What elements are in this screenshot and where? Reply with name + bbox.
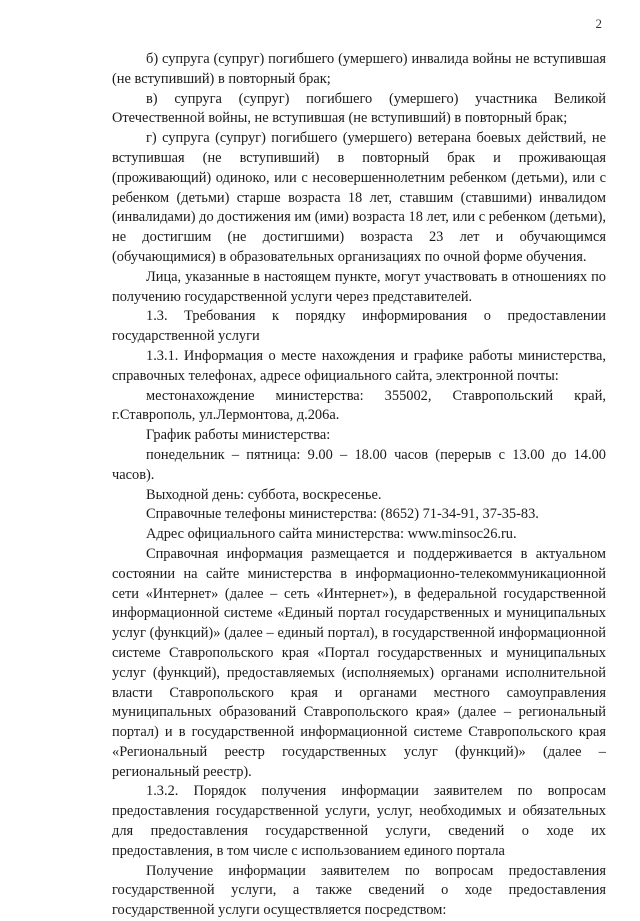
section-heading-1-3-2: 1.3.2. Порядок получения информации заявителем по вопросам предоставления государственной услуги, услуг, необходимых и обязательных для предоставления государственной услуги, сведений о ходе их предоставления, в том числе с использованием единого портала xyxy=(112,783,606,859)
reference-phones: Справочные телефоны министерства: (8652) 71-34-91, 37-35-83. xyxy=(146,506,539,523)
paragraph-v-spouse-ww2-participant: в) супруга (супруг) погибшего (умершего) участника Великой Отечественной войны, не вступившая (не вступивший) в повторный брак; xyxy=(112,90,606,127)
schedule-heading: График работы министерства: xyxy=(146,427,331,444)
reference-info-paragraph: Справочная информация размещается и поддерживается в актуальном состоянии на сайте министерства в информационно-телекоммуникационной сети «Интернет» (далее – сеть «Интернет»), в федеральной государственной информационной системе «Единый портал государственных и муниципальных услуг (функций)» (далее – единый портал), в государственной информационной системе Ставропольского края «Портал государственных и муниципальных услуг (функций), предоставляемых (исполняемых) органами исполнительной власти Ставропольского края и органами местного самоуправления муниципальных образований Ставропольского края» (далее – региональный портал) и в государственной информационной системе Ставропольского края «Региональный реестр государственных услуг (функций)» (далее – региональный реестр). xyxy=(112,545,606,780)
official-website: Адрес официального сайта министерства: www.minsoc26.ru. xyxy=(146,526,517,543)
paragraph-b-spouse-war-invalid: б) супруга (супруг) погибшего (умершего) инвалида войны не вступившая (не вступивший) в повторный брак; xyxy=(112,51,606,87)
section-heading-1-3-1: 1.3.1. Информация о месте нахождения и графике работы министерства, справочных телефонах, адресе официального сайта, электронной почты: xyxy=(112,347,606,384)
document-body xyxy=(112,50,606,921)
section-heading-1-3: 1.3. Требования к порядку информирования о предоставлении государственной услуги xyxy=(112,308,606,345)
info-obtaining-paragraph: Получение информации заявителем по вопросам предоставления государственной услуги, а также сведений о ходе предоставления государственной услуги осуществляется посредством: xyxy=(112,862,606,919)
schedule-days-off: Выходной день: суббота, воскресенье. xyxy=(146,486,382,503)
paragraph-g-spouse-combat-veteran: г) супруга (супруг) погибшего (умершего) ветерана боевых действий, не вступившая (не вступивший) в повторный брак и проживающая (проживающий) одиноко, или с несовершеннолетним ребенком (детьми), или с ребенком (детьми) старше возраста 18 лет, ставшим (ставшими) инвалидом (инвалидами) до достижения им (ими) возраста 18 лет, или с ребенком (детьми), не достигшим (не достигшими) возраста 23 лет и обучающимся (обучающимися) в образовательных организациях по очной форме обучения. xyxy=(112,130,606,265)
paragraph-representatives: Лица, указанные в настоящем пункте, могут участвовать в отношениях по получению государственной услуги через представителей. xyxy=(112,268,606,305)
schedule-weekdays: понедельник – пятница: 9.00 – 18.00 часов (перерыв с 13.00 до 14.00 часов). xyxy=(112,446,606,483)
ministry-address: местонахождение министерства: 355002, Ставропольский край, г.Ставрополь, ул.Лермонтова, д.206а. xyxy=(112,387,606,424)
page-number: 2 xyxy=(595,16,602,31)
